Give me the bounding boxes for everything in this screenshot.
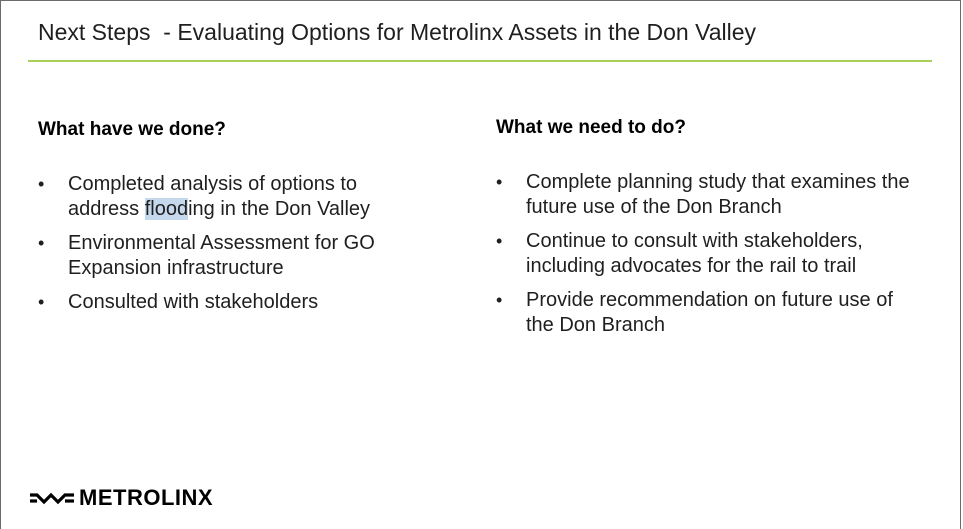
list-item (496, 229, 926, 279)
list-item-text-start: Completed analysis of options to address (68, 173, 358, 220)
list-item (38, 290, 418, 315)
done-heading: What have we done? (38, 119, 226, 140)
list-item (38, 172, 418, 222)
bullet: • (38, 233, 45, 253)
bullet: • (38, 174, 45, 194)
bullet: • (496, 290, 503, 310)
slide-top-border (1, 0, 960, 1)
metrolinx-wave-icon (29, 487, 75, 509)
list-item-text: Consulted with stakeholders (68, 291, 319, 313)
done-list (38, 172, 458, 315)
list-item-text: Continue to consult with stakeholders, including advocates for the rail to trail (526, 230, 863, 277)
metrolinx-logo (29, 485, 213, 511)
bullet: • (496, 172, 503, 192)
list-item-text: Complete planning study that examines the future use of the Don Branch (526, 171, 910, 218)
slide-title: Next Steps - Evaluating Options for Metrolinx Assets in the Don Valley (38, 19, 757, 45)
logo-text: METROLINX (79, 485, 214, 510)
list-item-text-end: ing in the Don Valley (188, 198, 371, 220)
list-item-text: Provide recommendation on future use of the Don Branch (526, 289, 893, 336)
todo-list (496, 170, 916, 338)
bullet: • (496, 231, 503, 251)
list-item (38, 231, 418, 281)
selected-text[interactable]: flood (144, 198, 189, 220)
bullet: • (38, 292, 45, 312)
done-column (38, 119, 458, 324)
list-item (496, 288, 926, 338)
todo-heading: What we need to do? (496, 117, 686, 138)
todo-column (496, 117, 916, 347)
list-item (496, 170, 926, 220)
title-divider (28, 60, 932, 62)
list-item-text: Environmental Assessment for GO Expansion infrastructure (68, 232, 375, 279)
